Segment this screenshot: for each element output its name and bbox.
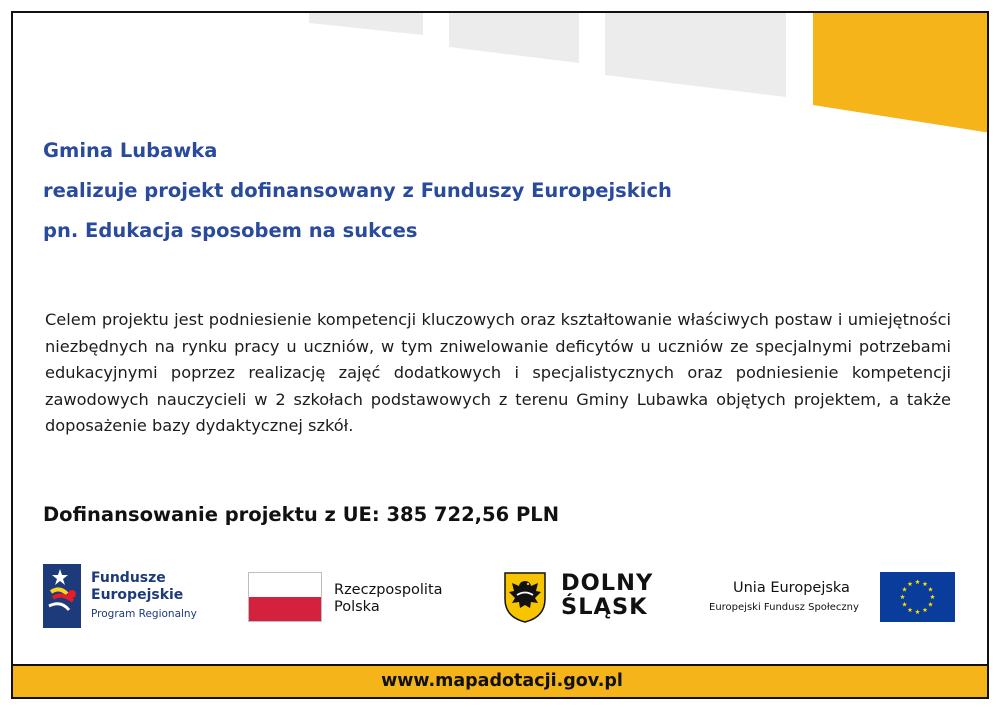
fundusze-program-label: Program Regionalny xyxy=(91,608,197,620)
heading-line-project: realizuje projekt dofinansowany z Funduszy Europejskich xyxy=(43,179,672,202)
efs-label: Europejski Fundusz Społeczny xyxy=(709,602,859,613)
fundusze-line2: Europejskie xyxy=(91,587,184,603)
decorative-stripes xyxy=(13,13,989,133)
dolny-slask-logo xyxy=(503,569,673,629)
eu-flag-icon xyxy=(880,572,955,622)
rzeczpospolita-line1: Rzeczpospolita xyxy=(334,582,443,598)
polish-flag-icon xyxy=(248,572,322,622)
project-description: Celem projektu jest podniesienie kompetencji kluczowych oraz kształtowanie właściwych postaw i umiejętności niezbędnych na rynku pracy u uczniów, w tym zniwelowanie deficytów u uczniów ze specjalnymi potrzebami edukacyjnymi poprzez realizację zajęć dodatkowych i specjalistycznych oraz podniesienie kompetencji zawodowych nauczycieli w 2 szkołach podstawowych z terenu Gminy Lubawka objętych projektem, a także doposażenie bazy dydaktycznej szkół. xyxy=(45,310,951,435)
fundusze-line1: Fundusze xyxy=(91,570,166,586)
footer-website-link[interactable]: www.mapadotacji.gov.pl xyxy=(381,671,623,691)
heading-line-municipality: Gmina Lubawka xyxy=(43,139,218,162)
fundusze-europejskie-logo xyxy=(43,564,213,630)
unia-europejska-logo xyxy=(703,572,968,628)
fundusze-europejskie-icon xyxy=(43,564,81,628)
funding-amount: Dofinansowanie projektu z UE: 385 722,56 PLN xyxy=(43,503,560,526)
dolny-slask-line1: DOLNY xyxy=(561,570,654,596)
silesian-eagle-icon xyxy=(503,571,547,623)
rzeczpospolita-logo xyxy=(248,572,473,628)
poster-board xyxy=(11,11,989,699)
project-heading xyxy=(43,131,672,251)
footer-bar xyxy=(13,664,989,699)
unia-europejska-label: Unia Europejska xyxy=(733,580,850,596)
heading-line-name: pn. Edukacja sposobem na sukces xyxy=(43,219,418,242)
rzeczpospolita-line2: Polska xyxy=(334,599,380,615)
dolny-slask-line2: ŚLĄSK xyxy=(561,594,648,620)
